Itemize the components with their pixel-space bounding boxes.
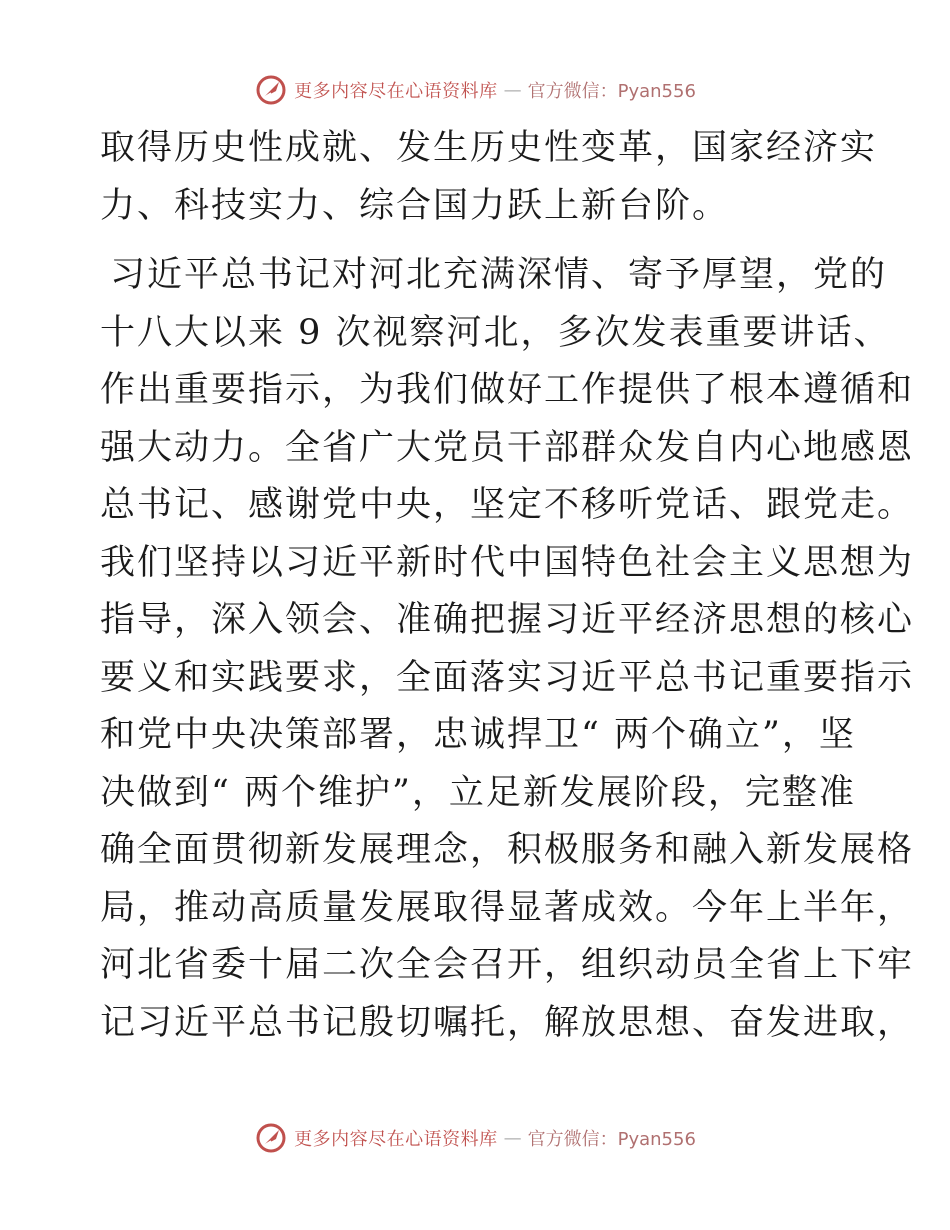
text-line: 决做到“ 两个维护”，立足新发展阶段，完整准 [100, 772, 856, 813]
text-line: 总书记、感谢党中央，坚定不移听党话、跟党走。 [100, 485, 915, 525]
watermark-brand: 更多内容尽在心语资料库 [294, 1129, 498, 1150]
text-line: 确全面贯彻新发展理念，积极服务和融入新发展格 [100, 830, 915, 870]
watermark-contact: 官方微信：Pyan556 [527, 1129, 696, 1150]
header-watermark [0, 70, 950, 110]
quill-logo-icon [254, 1121, 288, 1155]
watermark-separator: — [503, 79, 522, 101]
text-line: 局，推动高质量发展取得显著成效。今年上半年， [100, 887, 915, 928]
paragraph-1 [100, 120, 878, 235]
watermark-separator: — [503, 1127, 522, 1149]
quill-logo-icon [254, 73, 288, 107]
watermark-brand: 更多内容尽在心语资料库 [294, 81, 498, 102]
text-line: 记习近平总书记殷切嘱托，解放思想、奋发进取， [100, 1002, 915, 1043]
paragraph-2 [100, 247, 915, 1052]
text-line: 我们坚持以习近平新时代中国特色社会主义思想为 [100, 542, 915, 583]
text-line: 十八大以来 9 次视察河北，多次发表重要讲话、 [100, 312, 891, 353]
text-line: 习近平总书记对河北充满深情、寄予厚望，党的 [110, 255, 888, 295]
footer-watermark [0, 1118, 950, 1158]
text-line: 强大动力。全省广大党员干部群众发自内心地感恩 [100, 427, 915, 468]
text-line: 指导，深入领会、准确把握习近平经济思想的核心 [100, 600, 915, 640]
text-line: 要义和实践要求，全面落实习近平总书记重要指示 [100, 657, 915, 698]
text-line: 取得历史性成就、发生历史性变革，国家经济实 [100, 128, 878, 168]
text-line: 力、科技实力、综合国力跃上新台阶。 [100, 185, 730, 226]
text-line: 和党中央决策部署，忠诚捍卫“ 两个确立”，坚 [100, 715, 856, 755]
text-line: 作出重要指示，为我们做好工作提供了根本遵循和 [100, 370, 915, 410]
watermark-contact: 官方微信：Pyan556 [527, 81, 696, 102]
document-body [100, 120, 915, 1052]
text-line: 河北省委十届二次全会召开，组织动员全省上下牢 [100, 945, 915, 985]
